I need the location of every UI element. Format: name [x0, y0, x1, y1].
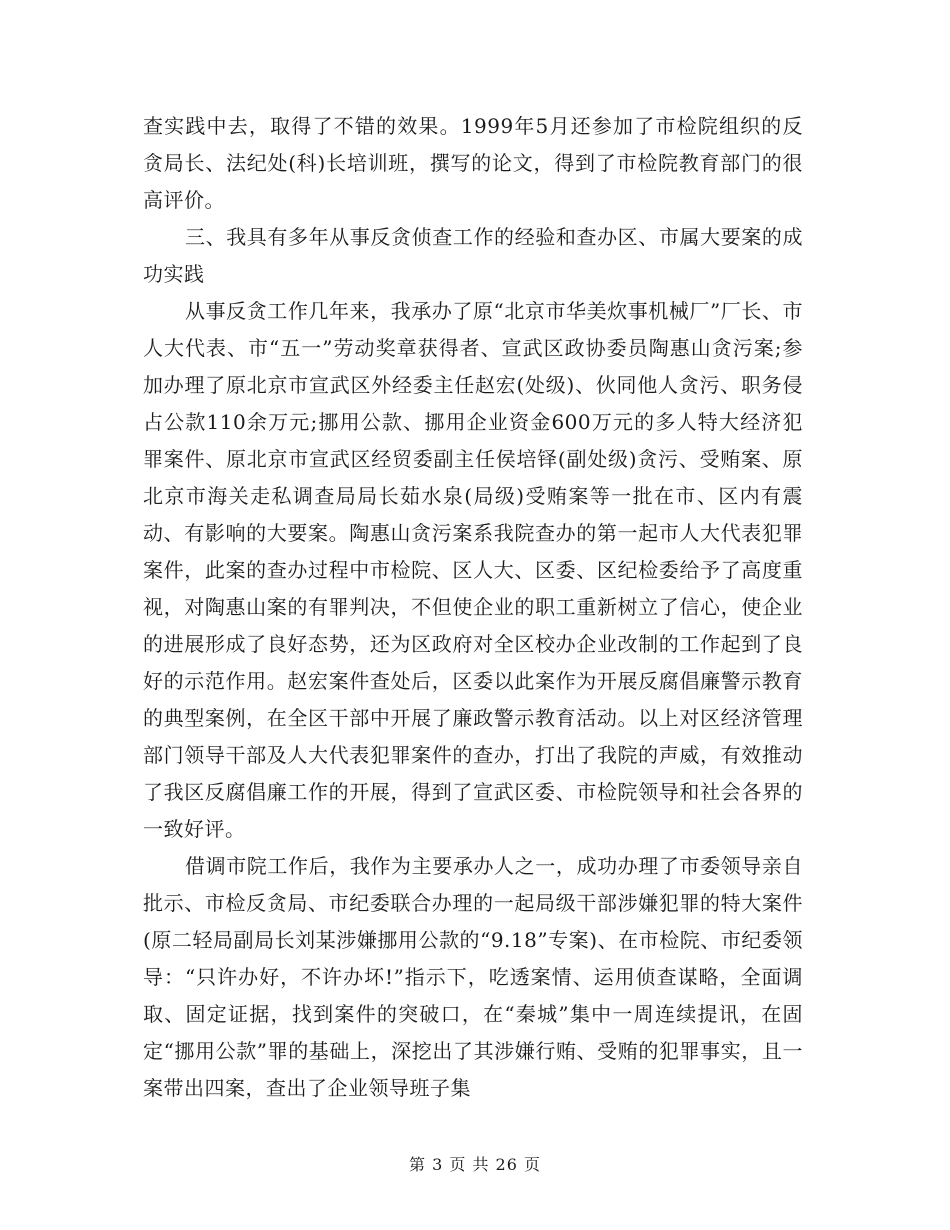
- paragraph-continuation: 查实践中去，取得了不错的效果。1999年5月还参加了市检院组织的反贪局长、法纪处(科)长培训班，撰写的论文，得到了市检院教育部门的很高评价。: [143, 114, 803, 212]
- paragraph-city-court-work: 借调市院工作后，我作为主要承办人之一，成功办理了市委领导亲自批示、市检反贪局、市纪委联合办理的一起局级干部涉嫌犯罪的特大案件(原二轻局副局长刘某涉嫌挪用公款的“9.18”专案)、在市检院、市纪委领导：“只许办好，不许办坏!”指示下，吃透案情、运用侦查谋略，全面调取、固定证据，找到案件的突破口，在“秦城”集中一周连续提讯，在固定“挪用公款”罪的基础上，深挖出了其涉嫌行贿、受贿的犯罪事实，且一案带出四案，查出了企业领导班子集: [143, 854, 803, 1100]
- document-body: [143, 108, 803, 1107]
- paragraph-anti-corruption-cases: 从事反贪工作几年来，我承办了原“北京市华美炊事机械厂”厂长、市人大代表、市“五一”劳动奖章获得者、宣武区政协委员陶惠山贪污案;参加办理了原北京市宣武区外经委主任赵宏(处级)、伙同他人贪污、职务侵占公款110余万元;挪用公款、挪用企业资金600万元的多人特大经济犯罪案件、原北京市宣武区经贸委副主任侯培铎(副处级)贪污、受贿案、原北京市海关走私调查局局长茹水泉(局级)受贿案等一批在市、区内有震动、有影响的大要案。陶惠山贪污案系我院查办的第一起市人大代表犯罪案件，此案的查办过程中市检院、区人大、区委、区纪检委给予了高度重视，对陶惠山案的有罪判决，不但使企业的职工重新树立了信心，使企业的进展形成了良好态势，还为区政府对全区校办企业改制的工作起到了良好的示范作用。赵宏案件查处后，区委以此案作为开展反腐倡廉警示教育的典型案例，在全区干部中开展了廉政警示教育活动。以上对区经济管理部门领导干部及人大代表犯罪案件的查办，打出了我院的声威，有效推动了我区反腐倡廉工作的开展，得到了宣武区委、市检院领导和社会各界的一致好评。: [143, 299, 803, 841]
- section-heading: 三、我具有多年从事反贪侦查工作的经验和查办区、市属大要案的成功实践: [143, 225, 803, 286]
- page-number-footer: 第 3 页 共 26 页: [409, 1155, 541, 1174]
